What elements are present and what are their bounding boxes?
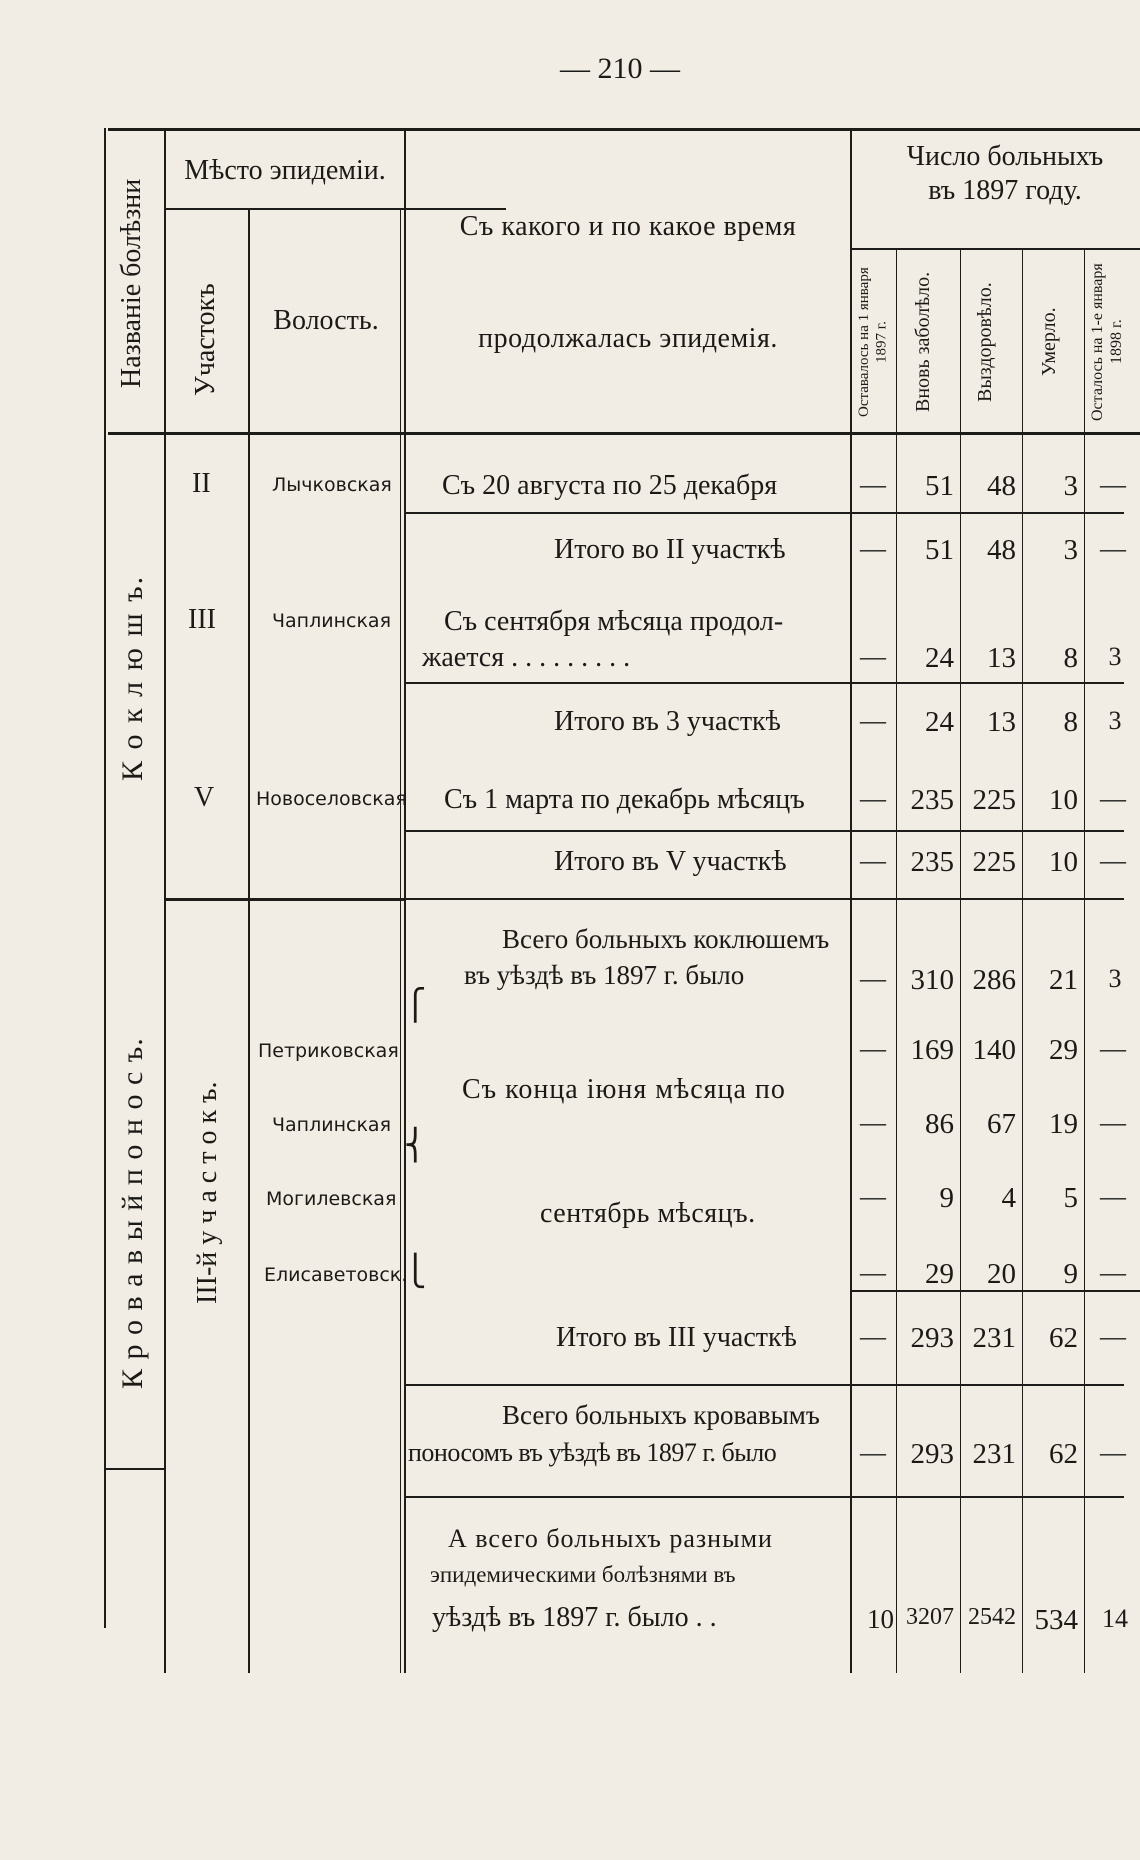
r3-district: V xyxy=(194,782,215,813)
b1-re: — xyxy=(1100,1034,1126,1063)
g1-label2: въ уѣздѣ въ 1897 г. было xyxy=(464,960,745,990)
r2-period1: Съ сентября мѣсяца продол- xyxy=(444,606,784,637)
page-number: — 210 — xyxy=(560,52,680,85)
r3-period: Съ 1 марта по декабрь мѣсяцъ xyxy=(444,784,805,815)
g1-re: 3 xyxy=(1108,964,1122,993)
g2-died: 62 xyxy=(1049,1438,1078,1470)
b1-volost: Петриковская xyxy=(258,1040,399,1062)
r2-rec: 13 xyxy=(987,642,1016,674)
b3-died: 5 xyxy=(1063,1182,1078,1214)
rule-disease-end xyxy=(104,1468,164,1470)
r2-rs: — xyxy=(860,642,886,671)
g2-rs: — xyxy=(860,1438,886,1467)
g3-label2: эпидемическими болѣзнями въ xyxy=(430,1562,736,1587)
r2-volost: Чаплинская xyxy=(272,610,392,632)
b-period2: сентябрь мѣсяцъ. xyxy=(540,1198,756,1229)
t3-rec: 225 xyxy=(972,846,1016,878)
r1-period: Съ 20 августа по 25 декабря xyxy=(442,470,778,501)
r3-new: 235 xyxy=(910,784,954,816)
b4-re: — xyxy=(1100,1258,1126,1287)
b4-new: 29 xyxy=(925,1258,954,1290)
b2-rs: — xyxy=(860,1108,886,1137)
t4-re: — xyxy=(1100,1322,1126,1351)
g3-new: 3207 xyxy=(906,1604,954,1630)
b3-volost: Могилевская xyxy=(266,1188,397,1210)
b3-rec: 4 xyxy=(1001,1182,1016,1214)
header-period-line2: продолжалась эпидемія. xyxy=(478,323,778,354)
b1-died: 29 xyxy=(1049,1034,1078,1066)
t1-rs: — xyxy=(860,534,886,563)
t3-died: 10 xyxy=(1049,846,1078,878)
header-period-line1: Съ какого и по какое время xyxy=(459,211,797,242)
r1-volost: Лычковская xyxy=(272,474,392,496)
g1-rec: 286 xyxy=(972,964,1016,996)
t4-rec: 231 xyxy=(972,1322,1016,1354)
b1-rec: 140 xyxy=(972,1034,1016,1066)
brace-top: ⎧ xyxy=(404,988,427,1023)
b4-died: 9 xyxy=(1063,1258,1078,1290)
header-died: Умерло. xyxy=(1038,307,1060,377)
header-disease-name: Названіе болѣзни xyxy=(116,178,147,388)
r1-re: — xyxy=(1100,470,1126,499)
r3-died: 10 xyxy=(1049,784,1078,816)
g2-rec: 231 xyxy=(972,1438,1016,1470)
t4-rs: — xyxy=(860,1322,886,1351)
col-line-died xyxy=(1084,248,1085,1673)
t2-label: Итого въ 3 участкѣ xyxy=(554,706,781,737)
col-line-left xyxy=(104,128,106,1628)
r1-died: 3 xyxy=(1063,470,1078,502)
r2-new: 24 xyxy=(925,642,954,674)
g2-re: — xyxy=(1100,1438,1126,1467)
b1-rs: — xyxy=(860,1034,886,1063)
rule-section xyxy=(164,898,404,901)
r1-district: II xyxy=(192,468,211,499)
rule-top xyxy=(108,128,1140,131)
r3-volost: Новоселовская xyxy=(256,788,407,810)
b2-new: 86 xyxy=(925,1108,954,1140)
b2-died: 19 xyxy=(1049,1108,1078,1140)
rule-patients-sub xyxy=(850,248,1140,250)
t2-new: 24 xyxy=(925,706,954,738)
g3-label3: уѣздѣ въ 1897 г. было . . xyxy=(432,1602,717,1633)
t3-rs: — xyxy=(860,846,886,875)
b3-re: — xyxy=(1100,1182,1126,1211)
epidemic-table xyxy=(108,128,1140,1788)
r1-new: 51 xyxy=(925,470,954,502)
brace-bottom: ⎩ xyxy=(404,1254,427,1289)
g3-rs: 10 xyxy=(867,1604,894,1634)
t3-re: — xyxy=(1100,846,1126,875)
b3-new: 9 xyxy=(939,1182,954,1214)
t2-rec: 13 xyxy=(987,706,1016,738)
brace-mid: ⎨ xyxy=(404,1128,427,1163)
rule-g2 xyxy=(404,1496,1124,1498)
header-place: Мѣсто эпидеміи. xyxy=(184,155,386,186)
r2-district: III xyxy=(188,604,216,635)
g3-re: 14 xyxy=(1102,1604,1128,1633)
header-district: Участокъ xyxy=(190,283,221,397)
t1-rec: 48 xyxy=(987,534,1016,566)
col-line-volost xyxy=(400,208,401,1673)
b2-volost: Чаплинская xyxy=(272,1114,392,1136)
header-recovered: Выздоровѣло. xyxy=(974,282,996,402)
rule-t4 xyxy=(404,1384,1124,1386)
r3-re: — xyxy=(1100,784,1126,813)
b4-rec: 20 xyxy=(987,1258,1016,1290)
header-new-sick: Вновь заболѣло. xyxy=(912,271,934,413)
rule-t3 xyxy=(404,898,1124,900)
t2-rs: — xyxy=(860,706,886,735)
section-whooping-cough: К о к л ю ш ъ. xyxy=(116,574,149,782)
t1-re: — xyxy=(1100,534,1126,563)
t3-new: 235 xyxy=(910,846,954,878)
rule-r3 xyxy=(404,830,1124,832)
t2-re: 3 xyxy=(1108,706,1122,735)
section-bloody-flux: К р о в а в ы й п о н о с ъ. xyxy=(116,1037,149,1389)
r3-rs: — xyxy=(860,784,886,813)
r1-rs: — xyxy=(860,470,886,499)
col-line-new xyxy=(960,248,961,1673)
t4-new: 293 xyxy=(910,1322,954,1354)
g1-died: 21 xyxy=(1049,964,1078,996)
r2-died: 8 xyxy=(1063,642,1078,674)
rule-header-bottom xyxy=(108,432,1140,435)
g1-new: 310 xyxy=(910,964,954,996)
header-remaining-start: Оставалось на 1 января 1897 г. xyxy=(856,267,890,417)
t3-label: Итого въ V участкѣ xyxy=(554,846,787,877)
r1-rec: 48 xyxy=(987,470,1016,502)
t4-died: 62 xyxy=(1049,1322,1078,1354)
b2-rec: 67 xyxy=(987,1108,1016,1140)
b-period1: Съ конца іюня мѣсяца по xyxy=(462,1074,786,1105)
g3-died: 534 xyxy=(1034,1604,1078,1636)
r3-rec: 225 xyxy=(972,784,1016,816)
b2-re: — xyxy=(1100,1108,1126,1137)
rule-r2 xyxy=(404,682,1124,684)
g3-label1: А всего больныхъ разными xyxy=(448,1524,773,1553)
b1-new: 169 xyxy=(910,1034,954,1066)
g1-label1: Всего больныхъ коклюшемъ xyxy=(502,924,830,954)
t1-label: Итого во II участкѣ xyxy=(554,534,786,565)
col-line-rec xyxy=(1022,248,1023,1673)
g2-label2: поносомъ въ уѣздѣ въ 1897 г. было xyxy=(408,1438,777,1467)
section-district-3: III-й у ч а с т о к ъ. xyxy=(192,1081,223,1305)
col-line-place xyxy=(404,128,406,1673)
col-line-rs xyxy=(896,248,897,1673)
t4-label: Итого въ III участкѣ xyxy=(556,1322,797,1353)
header-patients: Число больныхъ въ 1897 году. xyxy=(906,141,1104,206)
header-remaining-end: Осталось на 1-е января 1898 г. xyxy=(1089,263,1126,421)
t2-died: 8 xyxy=(1063,706,1078,738)
g3-rec: 2542 xyxy=(968,1604,1016,1630)
col-line-district xyxy=(248,208,250,1673)
r2-re: 3 xyxy=(1108,642,1122,671)
col-line-period xyxy=(850,128,852,1673)
t1-died: 3 xyxy=(1063,534,1078,566)
b4-volost: Елисаветовск. xyxy=(264,1264,408,1286)
g1-rs: — xyxy=(860,964,886,993)
g2-new: 293 xyxy=(910,1438,954,1470)
rule-r1 xyxy=(404,512,1124,514)
g2-label1: Всего больныхъ кровавымъ xyxy=(502,1400,820,1430)
header-volost: Волость. xyxy=(273,305,379,336)
r2-period2: жается . . . . . . . . . xyxy=(422,642,631,673)
b3-rs: — xyxy=(860,1182,886,1211)
t1-new: 51 xyxy=(925,534,954,566)
b4-rs: — xyxy=(860,1258,886,1287)
